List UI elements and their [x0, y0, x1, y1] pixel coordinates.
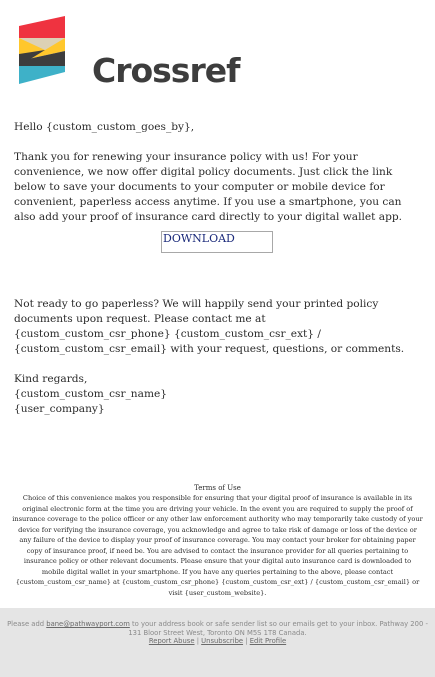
- user-company: {user_company}: [14, 403, 105, 415]
- terms-body: Choice of this convenience makes you responsible for ensuring that your digital proof of insurance is available in its original electronic form at the time you are driving your vehicle. In the event you are required to supply the proof of insurance coverage to the police officer or any other law enforcement authority who may temporarily take custody of your device for verifying the insurance coverage, you acknowledge and agree to take risk of damage or loss of the device or any failure of the device to display your proof of insurance coverage. You may contact your broker for obtaining paper copy of insurance proof, if need be. You are advised to contact the insurance provider for all queries pertaining to insurance policy or other relevant documents. Please ensure that your digital auto insurance card is downloaded to mobile digital wallet in your smartphone. If you have any queries pertaining to the above, please contact {custom_custom_csr_name} at {custom_custom_csr_phone} {custom_custom_csr_ext} / {custom_custom_csr_email} or visit {user_custom_website}.: [12, 494, 423, 597]
- paperless-text: Not ready to go paperless? We will happily send your printed policy documents upon request. Please contact me at {custom_custom_csr_phone} {custom_custom_csr_ext} / {custom_custom_csr_email} with your request, questions, or comments.: [14, 298, 405, 355]
- edit-profile-link[interactable]: Edit Profile: [249, 637, 287, 645]
- footer-separator: |: [243, 637, 250, 645]
- email-intro: Thank you for renewing your insurance policy with us! For your convenience, we now offer digital policy documents. Just click the link below to save your documents to your computer or mobile device for convenient, paperless access anytime. If you use a smartphone, you can also add your proof of insurance card directly to your digital wallet app.: [14, 151, 403, 223]
- footer-separator: |: [194, 637, 202, 645]
- footer-add-prefix: Please add: [7, 620, 47, 628]
- footer-text: [0, 608, 435, 646]
- download-button[interactable]: DOWNLOAD: [161, 231, 273, 253]
- brand-name: Crossref: [92, 51, 240, 90]
- sign-off: Kind regards,: [14, 373, 88, 385]
- unsubscribe-link[interactable]: Unsubscribe: [201, 637, 244, 645]
- footer: [0, 608, 435, 677]
- report-abuse-link[interactable]: Report Abuse: [148, 637, 195, 645]
- footer-email-link[interactable]: bane@pathwayport.com: [46, 620, 130, 628]
- csr-name: {custom_custom_csr_name}: [14, 388, 168, 400]
- crossref-logo: [18, 16, 240, 90]
- footer-add-suffix: to your address book or safe sender list so our emails get to your inbox. Pathway 200 - 131 Bloor Street West, Toronto ON M5S 1T8 Canada.: [128, 620, 428, 637]
- crossref-logo-mark-icon: [18, 16, 68, 86]
- email-greeting: Hello {custom_custom_goes_by},: [14, 121, 195, 133]
- terms-title: Terms of Use: [194, 484, 241, 492]
- sign-off-block: [14, 372, 424, 417]
